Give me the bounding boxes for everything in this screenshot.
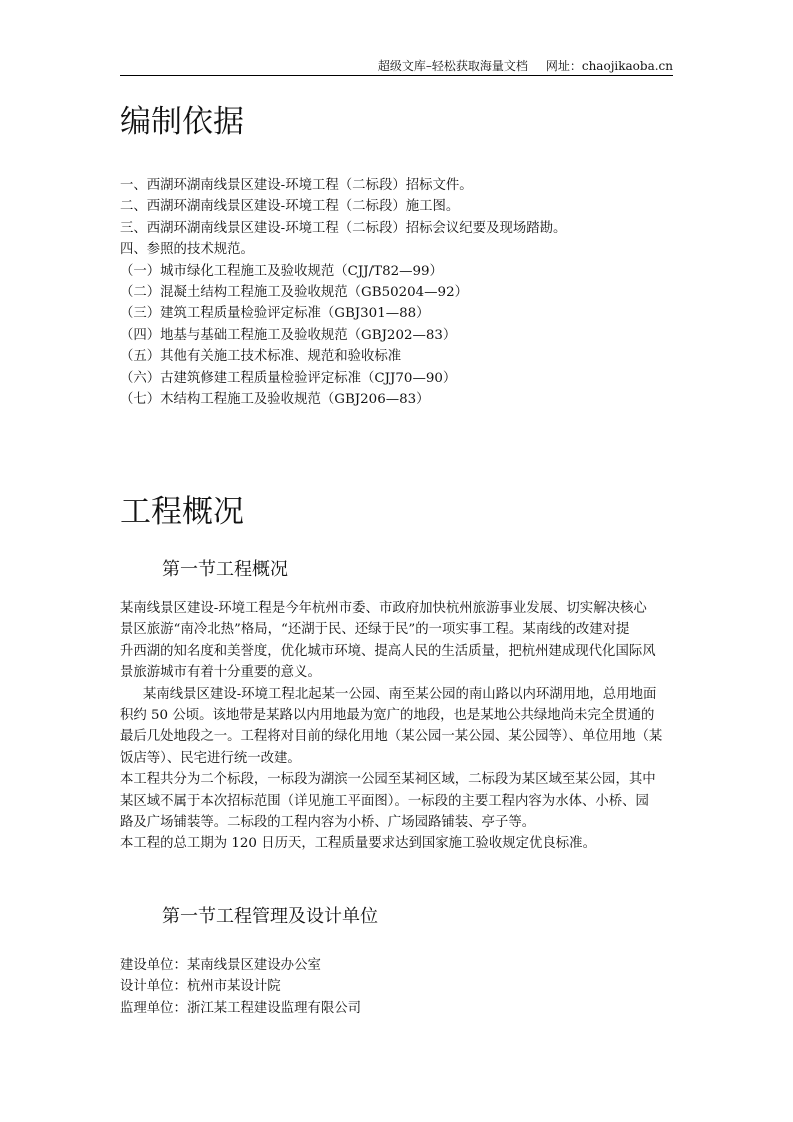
list-item: （四）地基与基础工程施工及验收规范（GBJ202—83） xyxy=(120,327,457,343)
text-line: 积约 50 公顷。该地带是某路以内用地最为宽广的地段，也是某地公共绿地尚未完全贯通的 xyxy=(120,708,655,724)
heading-overview: 工程概况 xyxy=(120,494,244,530)
list-item: （七）木结构工程施工及验收规范（GBJ206—83） xyxy=(120,392,430,408)
text-line: 监理单位：浙江某工程建设监理有限公司 xyxy=(120,1000,362,1016)
subheading-units: 第一节工程管理及设计单位 xyxy=(162,906,378,927)
text-line: 升西湖的知名度和美誉度，优化城市环境、提高人民的生活质量，把杭州建成现代化国际风 xyxy=(120,643,656,659)
basis-list xyxy=(120,175,566,410)
text-line: 建设单位：某南线景区建设办公室 xyxy=(120,958,321,973)
list-item: （五）其他有关施工技术标准、规范和验收标准 xyxy=(120,349,402,365)
text-line: 本工程的总工期为 120 日历天，工程质量要求达到国家施工验收规定优良标准。 xyxy=(120,836,596,852)
heading-basis: 编制依据 xyxy=(120,104,244,140)
list-item: （二）混凝土结构工程施工及验收规范（GB50204—92） xyxy=(120,285,468,301)
page-header xyxy=(360,57,673,74)
text-line: 景旅游城市有着十分重要的意义。 xyxy=(120,665,321,681)
text-line: 路及广场铺装等。二标段的工程内容为小桥、广场园路铺装、亭子等。 xyxy=(120,815,536,831)
overview-text xyxy=(120,598,662,855)
list-item: 一、西湖环湖南线景区建设-环境工程（二标段）招标文件。 xyxy=(120,178,473,193)
list-item: （一）城市绿化工程施工及验收规范（CJJ/T82—99） xyxy=(120,263,443,279)
text-line: 设计单位：杭州市某设计院 xyxy=(120,979,281,995)
header-url: 网址：chaojikaoba.cn xyxy=(545,59,673,73)
text-line: 本工程共分为二个标段，一标段为湖滨一公园至某祠区域，二标段为某区域至某公园，其中 xyxy=(120,772,656,788)
text-line: 某区域不属于本次招标范围（详见施工平面图）。一标段的主要工程内容为水体、小桥、园 xyxy=(120,793,649,809)
list-item: （三）建筑工程质量检验评定标准（GBJ301—88） xyxy=(120,306,430,322)
list-item: （六）古建筑修建工程质量检验评定标准（CJJ70—90） xyxy=(120,370,457,386)
text-line: 景区旅游“南冷北热”格局，“还湖于民、还绿于民”的一项实事工程。某南线的改建对提 xyxy=(120,622,630,638)
list-item: 三、西湖环湖南线景区建设-环境工程（二标段）招标会议纪要及现场踏勘。 xyxy=(120,220,567,236)
list-item: 四、参照的技术规范。 xyxy=(120,242,254,258)
text-line: 最后几处地段之一。工程将对目前的绿化用地（某公园一某公园、某公园等）、单位用地（某 xyxy=(120,729,663,745)
header-site: 超级文库–轻松获取海量文档 xyxy=(377,59,528,73)
text-line: 某南线景区建设-环境工程是今年杭州市委、市政府加快杭州旅游事业发展、切实解决核心 xyxy=(120,601,647,616)
text-line: 饭店等）、民宅进行统一改建。 xyxy=(120,750,301,766)
text-line: 某南线景区建设-环境工程北起某一公园、南至某公园的南山路以内环湖用地，总用地面 xyxy=(143,686,657,702)
units-text xyxy=(120,955,361,1019)
subheading-overview: 第一节工程概况 xyxy=(162,559,288,580)
list-item: 二、西湖环湖南线景区建设-环境工程（二标段）施工图。 xyxy=(120,199,460,215)
header-rule xyxy=(120,75,673,76)
